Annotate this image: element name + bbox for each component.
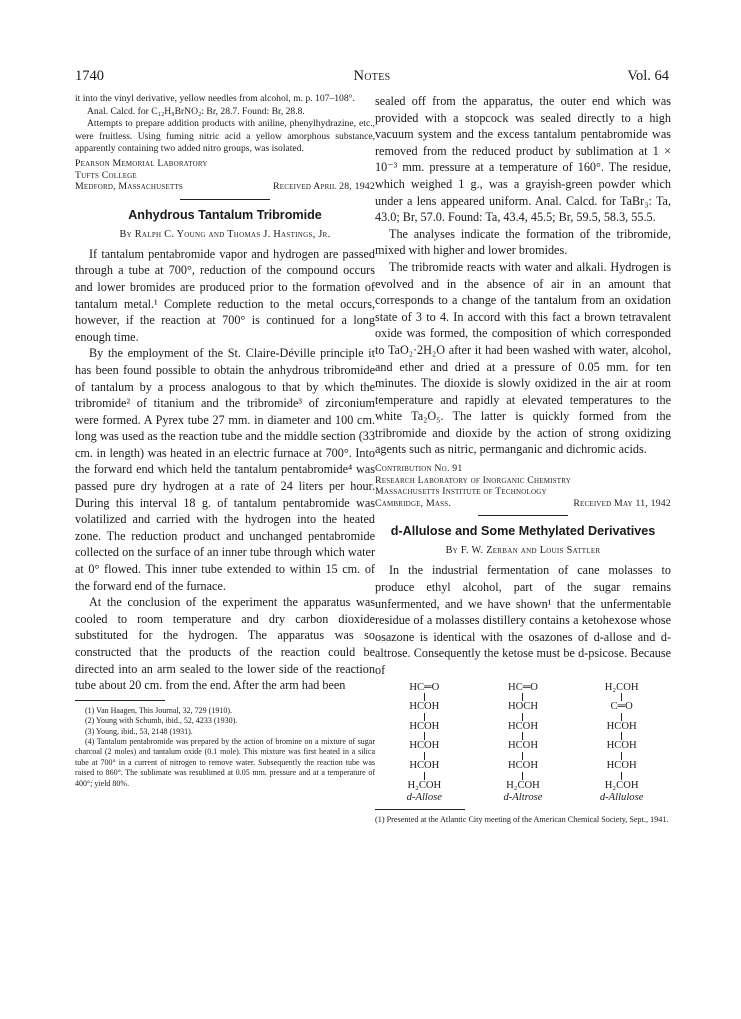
bond-line: [621, 752, 622, 760]
formula-group: HOCH: [507, 701, 538, 713]
article-byline: By F. W. Zerban and Louis Sattler: [445, 545, 601, 557]
affiliation-line: [375, 498, 671, 510]
received-date: Received May 11, 1942: [573, 497, 671, 509]
right-column: [375, 93, 671, 826]
body-paragraph: If tantalum pentabromide vapor and hydrogen are passed through a tube at 700°, reduction of the compound occurs and lower bromides are produced prior to the formation of tantalum metal.¹ Complete reduction to the metal occurs, however, if the reaction at 700° is continued for a long enough time.: [75, 246, 375, 344]
bond-line: [522, 732, 523, 740]
formula-group: C═O: [610, 701, 633, 713]
page-number: 1740: [75, 68, 104, 84]
bond-line: [424, 752, 425, 760]
bond-line: [424, 713, 425, 721]
affiliation: [75, 158, 375, 193]
section-title: Notes: [353, 68, 391, 84]
divider: [478, 515, 568, 516]
article-byline: By Ralph C. Young and Thomas J. Hastings, Jr.: [119, 228, 331, 240]
formula-group: HCOH: [606, 720, 637, 732]
formula-group: HCOH: [409, 720, 440, 732]
bond-line: [522, 693, 523, 701]
article-title: Anhydrous Tantalum Tribromide: [128, 207, 322, 222]
affiliation: [375, 463, 671, 509]
bond-line: [522, 772, 523, 780]
body-paragraph: The tribromide reacts with water and alkali. Hydrogen is evolved and in the absence of air in an amount that corresponds to a change of the tantalum from an oxidation state of 3 to 4. In accord with this fact a brown tetravalent oxide was formed, the composition of which corresponded to TaO₂·2H₂O after it had been washed with water, alcohol, and ether and dried at a pressure of 0.05 mm. for ten minutes. The dioxide is slowly oxidized in the air at room temperature and rapidly at elevated temperatures to the white Ta₂O₅. The latter is quickly formed from the tribromide and dioxide by the action of strong oxidizing agents such as nitric, permanganic and dichromic acids.: [375, 259, 671, 457]
formula-group: H₂COH: [407, 779, 442, 791]
formula-name: d-Allulose: [599, 792, 644, 804]
formula-group: HCOH: [507, 759, 538, 771]
bond-line: [621, 732, 622, 740]
prev-article-text: it into the vinyl derivative, yellow needles from alcohol, m. p. 107–108°.: [75, 93, 355, 104]
bond-line: [424, 693, 425, 701]
formula-group: HC═O: [409, 681, 440, 693]
affiliation-line: [75, 181, 375, 193]
affiliation-line: Research Laboratory of Inorganic Chemistry: [375, 474, 571, 486]
affiliation-city: Cambridge, Mass.: [375, 497, 451, 509]
footnote: (3) Young, ibid., 53, 2148 (1931).: [85, 726, 193, 736]
bond-line: [424, 772, 425, 780]
footnote-divider: [75, 700, 165, 701]
formula-group: H₂COH: [604, 779, 639, 791]
structural-formulas: [375, 682, 671, 804]
volume-number: Vol. 64: [627, 68, 669, 84]
formula-group: HCOH: [409, 740, 440, 752]
body-paragraph: The analyses indicate the formation of the tribromide, mixed with higher and lower bromides.: [375, 226, 671, 258]
left-column: [75, 93, 375, 789]
footnote-divider: [375, 809, 465, 810]
affiliation-line: Massachusetts Institute of Technology: [375, 486, 547, 498]
formula-group: HCOH: [507, 740, 538, 752]
formula-group: HCOH: [606, 740, 637, 752]
formula-column: [577, 682, 667, 804]
body-paragraph: In the industrial fermentation of cane molasses to produce ethyl alcohol, part of the sugar remains unfermented, and we have shown¹ that the unfermentable residue of a molasses distillery contains a ketohexose whose osazone is identical with the osazones of d-allose and d-altrose. Consequently the ketose must be d-psicose. Because of: [375, 563, 671, 677]
bond-line: [621, 713, 622, 721]
received-date: Received April 28, 1942: [273, 181, 375, 193]
formula-column: [478, 682, 568, 804]
footnote: (4) Tantalum pentabromide was prepared by the action of bromine on a mixture of sugar charcoal (2 moles) and tantalum oxide (0.1 mole). This mixture was first heated in a silica tube at 700° in a current of nitrogen to remove water. Subsequently the reaction tube was raised to 860°. The sublimate was resublimed at 0.05 mm. pressure and at a temperature of 400°; yield 80%.: [75, 737, 375, 788]
prev-article-analysis: Anal. Calcd. for C₁₂H₉BrNO₂: Br, 28.7. Found: Br, 28.8.: [87, 105, 305, 117]
article-title: d-Allulose and Some Methylated Derivatives: [390, 524, 656, 539]
page-header: [75, 68, 669, 86]
bond-line: [424, 732, 425, 740]
affiliation-city: Medford, Massachusetts: [75, 181, 184, 193]
formula-group: H₂COH: [506, 779, 540, 791]
formula-group: HCOH: [606, 759, 637, 771]
formula-group: HCOH: [409, 701, 440, 713]
formula-group: HCOH: [409, 759, 440, 771]
formula-group: HCOH: [507, 720, 538, 732]
affiliation-line: Contribution No. 91: [375, 463, 463, 475]
footnote: (2) Young with Schumb, ibid., 52, 4233 (1930).: [85, 716, 238, 726]
formula-name: d-Altrose: [503, 792, 543, 804]
bond-line: [621, 772, 622, 780]
body-paragraph: At the conclusion of the experiment the apparatus was cooled to room temperature and dry carbon dioxide substituted for the hydrogen. The apparatus was so constructed that the products of the reaction could be directed into an arm sealed to the lower side of the reaction tube about 20 cm. from the end. After the arm had been: [75, 595, 375, 693]
formula-name: d-Allose: [406, 792, 442, 804]
prev-article-text: Attempts to prepare addition products with aniline, phenylhydrazine, etc., were fruitless. Using fuming nitric acid a yellow amorphous substance, apparently containing two added nitro groups, was isolated.: [75, 118, 375, 155]
affiliation-line: Pearson Memorial Laboratory: [75, 157, 208, 169]
body-paragraph: sealed off from the apparatus, the outer end which was provided with a stopcock was sealed directly to a high vacuum system and the excess tantalum pentabromide was removed from the reduced product by sublimation at 1 × 10⁻³ mm. pressure at a temperature of 160°. The residue, which weighed 1 g., was a grayish-green powder which under a lens appeared uniform. Anal. Calcd. for TaBr₃: Ta, 43.0; Br, 57.0. Found: Ta, 43.4, 45.5; Br, 59.5, 58.3, 55.5.: [375, 94, 671, 225]
affiliation-line: Tufts College: [75, 169, 137, 181]
footnote: (1) Presented at the Atlantic City meeting of the American Chemical Society, Sept., 1941.: [375, 815, 669, 825]
divider: [180, 199, 270, 200]
formula-group: HC═O: [508, 681, 538, 693]
bond-line: [621, 693, 622, 701]
formula-column: [379, 682, 469, 804]
bond-line: [522, 713, 523, 721]
formula-group: H₂COH: [604, 681, 639, 693]
bond-line: [522, 752, 523, 760]
body-paragraph: By the employment of the St. Claire-Déville principle it has been found possible to obtain the anhydrous tribromide of tantalum by a process analogous to that by which the tribromide² of titanium and the tribromide³ of zirconium were formed. A Pyrex tube 27 mm. in diameter and 100 cm. long was used as the reaction tube and the middle section (33 cm. in length) was heated in an electric furnace at 700°. Into the forward end which held the tantalum pentabromide⁴ was passed pure dry hydrogen at a rate of 24 liters per hour. During this interval 18 g. of tantalum pentabromide was volatilized and carried with the hydrogen into the heated zone. The reduction product and unchanged pentabromide collected on the surface of an inner tube through which water at 0° flowed. This inner tube extended to within 15 cm. of the forward end of the furnace.: [75, 346, 375, 593]
footnote: (1) Van Haagen, This Journal, 32, 729 (1910).: [85, 705, 233, 715]
footnotes: [75, 706, 375, 789]
